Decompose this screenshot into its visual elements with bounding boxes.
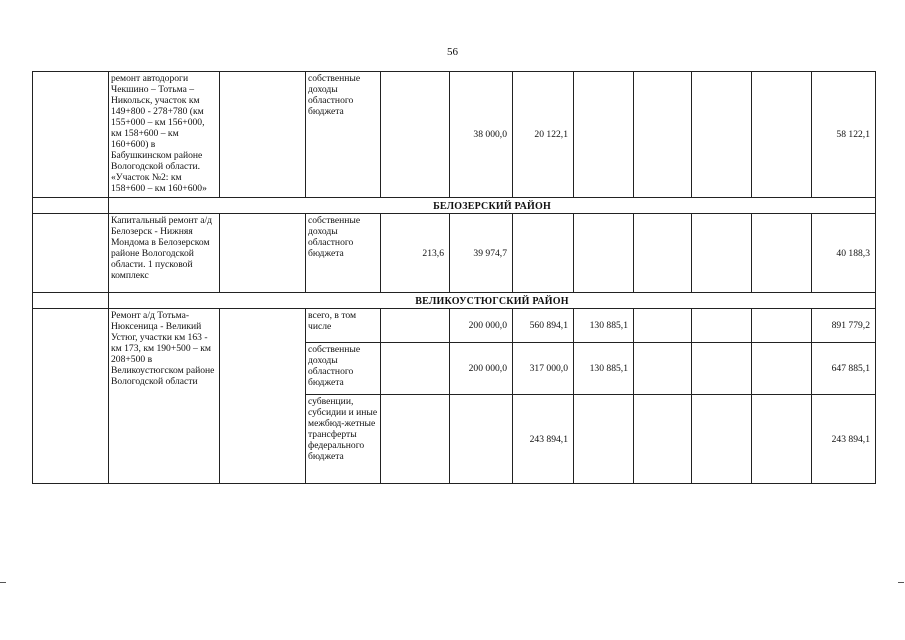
value-cell: 39 974,7 bbox=[450, 214, 513, 293]
total-cell: 58 122,1 bbox=[812, 72, 876, 198]
value-cell bbox=[692, 395, 752, 484]
table-row bbox=[33, 72, 876, 198]
page-number: 56 bbox=[447, 46, 458, 58]
project-name: Ремонт а/д Тотьма-Нюксеница - Великий Устюг, участки км 163 - км 173, км 190+500 – км 208+500 в Великоустюгском районе Вологодской области bbox=[109, 309, 220, 484]
value-cell: 130 885,1 bbox=[574, 309, 634, 343]
value-cell: 130 885,1 bbox=[574, 343, 634, 395]
value-cell bbox=[634, 214, 692, 293]
total-cell: 891 779,2 bbox=[812, 309, 876, 343]
value-cell bbox=[692, 72, 752, 198]
budget-table bbox=[32, 71, 876, 484]
row-number-cell bbox=[33, 198, 109, 214]
total-cell: 243 894,1 bbox=[812, 395, 876, 484]
district-row bbox=[33, 293, 876, 309]
value-cell bbox=[574, 72, 634, 198]
value-cell bbox=[574, 395, 634, 484]
row-number-cell bbox=[33, 72, 109, 198]
project-name: ремонт автодороги Чекшино – Тотьма – Никольск, участок км 149+800 - 278+780 (км 155+000 – км 156+000, км 158+600 – км 160+600) в Бабушкинском районе Вологодской области. «Участок №2: км 158+600 – км 160+600» bbox=[109, 72, 220, 198]
value-cell: 20 122,1 bbox=[513, 72, 574, 198]
total-cell: 40 188,3 bbox=[812, 214, 876, 293]
scan-edge-mark bbox=[0, 582, 6, 583]
value-cell bbox=[634, 309, 692, 343]
value-cell: 200 000,0 bbox=[450, 343, 513, 395]
empty-cell bbox=[220, 214, 306, 293]
value-cell: 243 894,1 bbox=[513, 395, 574, 484]
value-cell: 200 000,0 bbox=[450, 309, 513, 343]
value-cell bbox=[634, 343, 692, 395]
empty-cell bbox=[220, 72, 306, 198]
value-cell: 38 000,0 bbox=[450, 72, 513, 198]
empty-cell bbox=[220, 309, 306, 484]
table-row bbox=[33, 309, 876, 343]
district-heading: ВЕЛИКОУСТЮГСКИЙ РАЙОН bbox=[109, 293, 876, 309]
value-cell bbox=[692, 214, 752, 293]
value-cell bbox=[752, 343, 812, 395]
funding-source: собственные доходы областного бюджета bbox=[306, 343, 381, 395]
project-name: Капитальный ремонт а/д Белозерск - Нижняя Мондома в Белозерском районе Вологодской области. 1 пусковой комплекс bbox=[109, 214, 220, 293]
district-row bbox=[33, 198, 876, 214]
value-cell bbox=[381, 309, 450, 343]
value-cell bbox=[752, 309, 812, 343]
row-number-cell bbox=[33, 293, 109, 309]
value-cell bbox=[381, 343, 450, 395]
value-cell bbox=[634, 72, 692, 198]
value-cell: 560 894,1 bbox=[513, 309, 574, 343]
value-cell: 213,6 bbox=[381, 214, 450, 293]
value-cell bbox=[634, 395, 692, 484]
funding-source: собственные доходы областного бюджета bbox=[306, 72, 381, 198]
value-cell bbox=[752, 214, 812, 293]
value-cell bbox=[752, 395, 812, 484]
row-number-cell bbox=[33, 214, 109, 293]
value-cell: 317 000,0 bbox=[513, 343, 574, 395]
value-cell bbox=[692, 343, 752, 395]
value-cell bbox=[381, 395, 450, 484]
funding-source: всего, в том числе bbox=[306, 309, 381, 343]
scan-edge-mark bbox=[898, 582, 904, 583]
value-cell bbox=[692, 309, 752, 343]
value-cell bbox=[574, 214, 634, 293]
value-cell bbox=[513, 214, 574, 293]
value-cell bbox=[450, 395, 513, 484]
funding-source: собственные доходы областного бюджета bbox=[306, 214, 381, 293]
table-row bbox=[33, 214, 876, 293]
row-number-cell bbox=[33, 309, 109, 484]
value-cell bbox=[752, 72, 812, 198]
value-cell bbox=[381, 72, 450, 198]
funding-source: субвенции, субсидии и иные межбюд-жетные трансферты федерального бюджета bbox=[306, 395, 381, 484]
district-heading: БЕЛОЗЕРСКИЙ РАЙОН bbox=[109, 198, 876, 214]
total-cell: 647 885,1 bbox=[812, 343, 876, 395]
